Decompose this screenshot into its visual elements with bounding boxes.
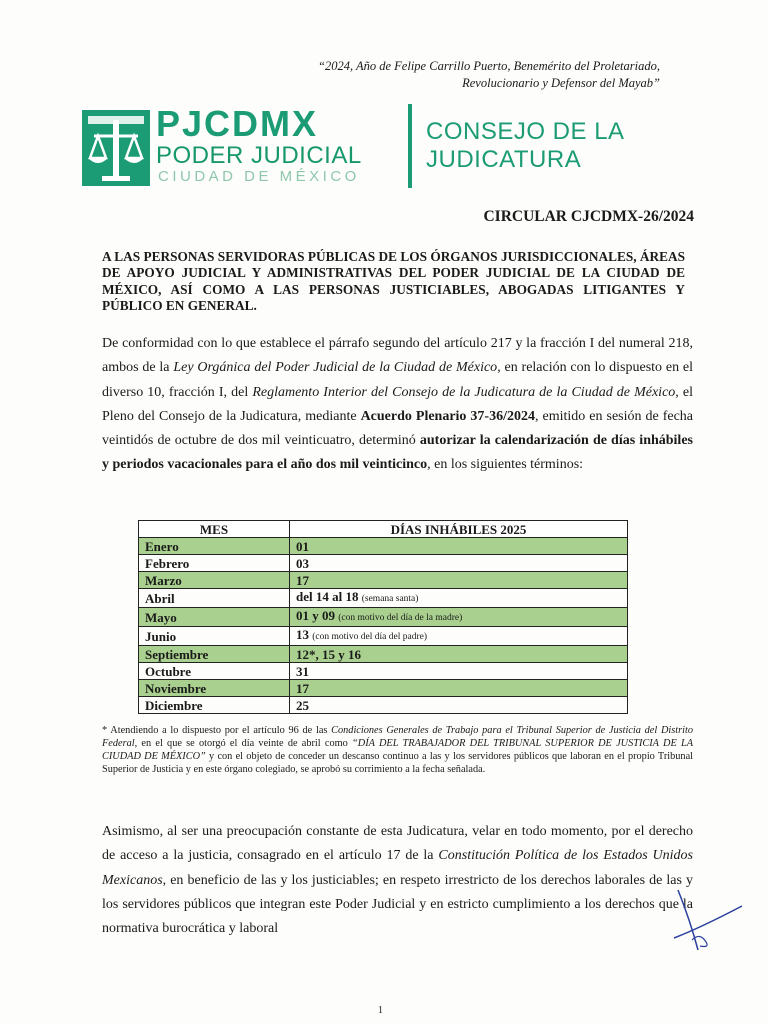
header-motto — [318, 58, 660, 92]
intro-agreement-number: Acuerdo Plenario 37-36/2024 — [360, 408, 535, 424]
intro-law-title: Ley Orgánica del Poder Judicial de la Ciudad de México — [173, 360, 498, 376]
institution-logo — [82, 104, 692, 190]
council-title-line-1: CONSEJO DE LA — [426, 118, 625, 145]
intro-text-2: , en relación con lo dispuesto en el diverso 10, fracción I, del — [102, 360, 694, 400]
days-value: 31 — [296, 663, 309, 679]
days-cell — [290, 555, 628, 572]
month-cell: Octubre — [139, 663, 290, 680]
footnote-conditions-title: Condiciones Generales de Trabajo para el Tribunal Superior de Justicia del Distrito Federal — [102, 725, 693, 749]
month-cell: Noviembre — [139, 680, 290, 697]
month-cell: Abril — [139, 589, 290, 608]
table-row — [139, 572, 628, 589]
days-value: 01 y 09 — [296, 608, 335, 623]
month-cell: Junio — [139, 627, 290, 646]
column-header-month: MES — [139, 521, 290, 538]
month-cell: Septiembre — [139, 646, 290, 663]
intro-text-1: De conformidad con lo que establece el párrafo segundo del artículo 217 y la fracción I del numeral 218, ambos de la — [102, 336, 693, 376]
days-value: 17 — [296, 680, 309, 696]
days-cell — [290, 680, 628, 697]
intro-text-4: , emitido en sesión de fecha veintidós de octubre de dos mil veinticuatro, determinó — [102, 408, 694, 449]
footnote — [102, 724, 693, 776]
days-value: 03 — [296, 555, 309, 571]
addressee-block: A LAS PERSONAS SERVIDORAS PÚBLICAS DE LOS ÓRGANOS JURISDICCIONALES, ÁREAS DE APOYO JUDICIAL Y ADMINISTRATIVAS DEL PODER JUDICIAL DE LA CIUDAD DE MÉXICO, ASÍ COMO A LAS PERSONAS JUSTICIABLES, ABOGADAS LITIGANTES Y PÚBLICO EN GENERAL. — [102, 249, 685, 313]
second-paragraph — [102, 820, 693, 941]
days-cell — [290, 663, 628, 680]
intro-paragraph — [102, 332, 693, 478]
scales-of-justice-emblem-icon — [82, 110, 152, 186]
days-cell — [290, 627, 628, 646]
handwritten-signature-mark — [670, 880, 750, 960]
intro-text-5: , en los siguientes términos: — [427, 457, 584, 473]
footnote-text-3: y con el objeto de conceder un descanso continuo a las y los servidores públicos que laboran en el propio Tribunal Superior de Justicia y en este órgano colegiado, se aprobó su corrimiento a la fecha señalada. — [102, 751, 694, 775]
days-value: 13 — [296, 627, 309, 642]
council-title — [426, 118, 625, 174]
motto-line-1: “2024, Año de Felipe Carrillo Puerto, Benemérito del Proletariado, — [318, 59, 660, 73]
logo-acronym: PJCDMX — [156, 103, 319, 144]
footnote-text-2: , en el que se otorgó el día veinte de abril como — [134, 738, 353, 749]
constitution-title: Constitución Política de los Estados Unidos Mexicanos — [102, 848, 693, 888]
days-cell — [290, 572, 628, 589]
month-cell: Enero — [139, 538, 290, 555]
intro-resolution: autorizar la calendarización de días inhábiles y periodos vacacionales para el año dos mil veinticinco — [102, 433, 693, 473]
table-header-row — [139, 521, 628, 538]
days-note: (con motivo del día de la madre) — [338, 613, 463, 623]
days-note: (con motivo del día del padre) — [312, 632, 428, 642]
table-row — [139, 608, 628, 627]
page-number: 1 — [378, 1005, 383, 1016]
logo-divider — [408, 104, 412, 188]
logo-city: CIUDAD DE MÉXICO — [158, 168, 360, 185]
table-row — [139, 680, 628, 697]
table-row — [139, 555, 628, 572]
circular-id: CIRCULAR CJCDMX-26/2024 — [483, 208, 694, 225]
intro-text-3: , el Pleno del Consejo de la Judicatura, mediante — [102, 384, 693, 424]
days-cell — [290, 538, 628, 555]
month-cell: Diciembre — [139, 697, 290, 714]
days-value: 12*, 15 y 16 — [296, 646, 361, 662]
footnote-day-name: “DÍA DEL TRABAJADOR DEL TRIBUNAL SUPERIOR DE JUSTICIA DE LA CIUDAD DE MÉXICO” — [102, 738, 694, 762]
second-text-1: Asimismo, al ser una preocupación constante de esta Judicatura, velar en todo momento, por el derecho de acceso a la justicia, consagrado en el artículo 17 de la — [102, 824, 693, 864]
month-cell: Marzo — [139, 572, 290, 589]
footnote-text-1: * Atendiendo a lo dispuesto por el artículo 96 de las — [102, 725, 332, 736]
days-value: 17 — [296, 572, 309, 588]
column-header-days: DÍAS INHÁBILES 2025 — [290, 521, 628, 538]
days-value: 25 — [296, 697, 309, 713]
days-value: 01 — [296, 538, 309, 554]
table-row — [139, 663, 628, 680]
days-cell — [290, 646, 628, 663]
table-row — [139, 627, 628, 646]
days-cell — [290, 589, 628, 608]
table-row — [139, 697, 628, 714]
motto-line-2: Revolucionario y Defensor del Mayab” — [462, 76, 660, 90]
table-row — [139, 646, 628, 663]
month-cell: Mayo — [139, 608, 290, 627]
council-title-line-2: JUDICATURA — [426, 146, 582, 173]
logo-name: PODER JUDICIAL — [156, 142, 362, 169]
table-row — [139, 589, 628, 608]
intro-regulation-title: Reglamento Interior del Consejo de la Judicatura de la Ciudad de México — [252, 384, 676, 400]
days-note: (semana santa) — [361, 594, 419, 604]
second-text-2: , en beneficio de las y los justiciables; en respeto irrestricto de los derechos laborales de las y los servidores públicos que integran este Poder Judicial y en estricto cumplimiento a los derechos que la normativa burocrática y laboral — [102, 872, 693, 937]
days-cell — [290, 608, 628, 627]
days-cell — [290, 697, 628, 714]
month-cell: Febrero — [139, 555, 290, 572]
table-row — [139, 538, 628, 555]
days-value: del 14 al 18 — [296, 589, 359, 604]
non-working-days-table — [138, 520, 628, 714]
